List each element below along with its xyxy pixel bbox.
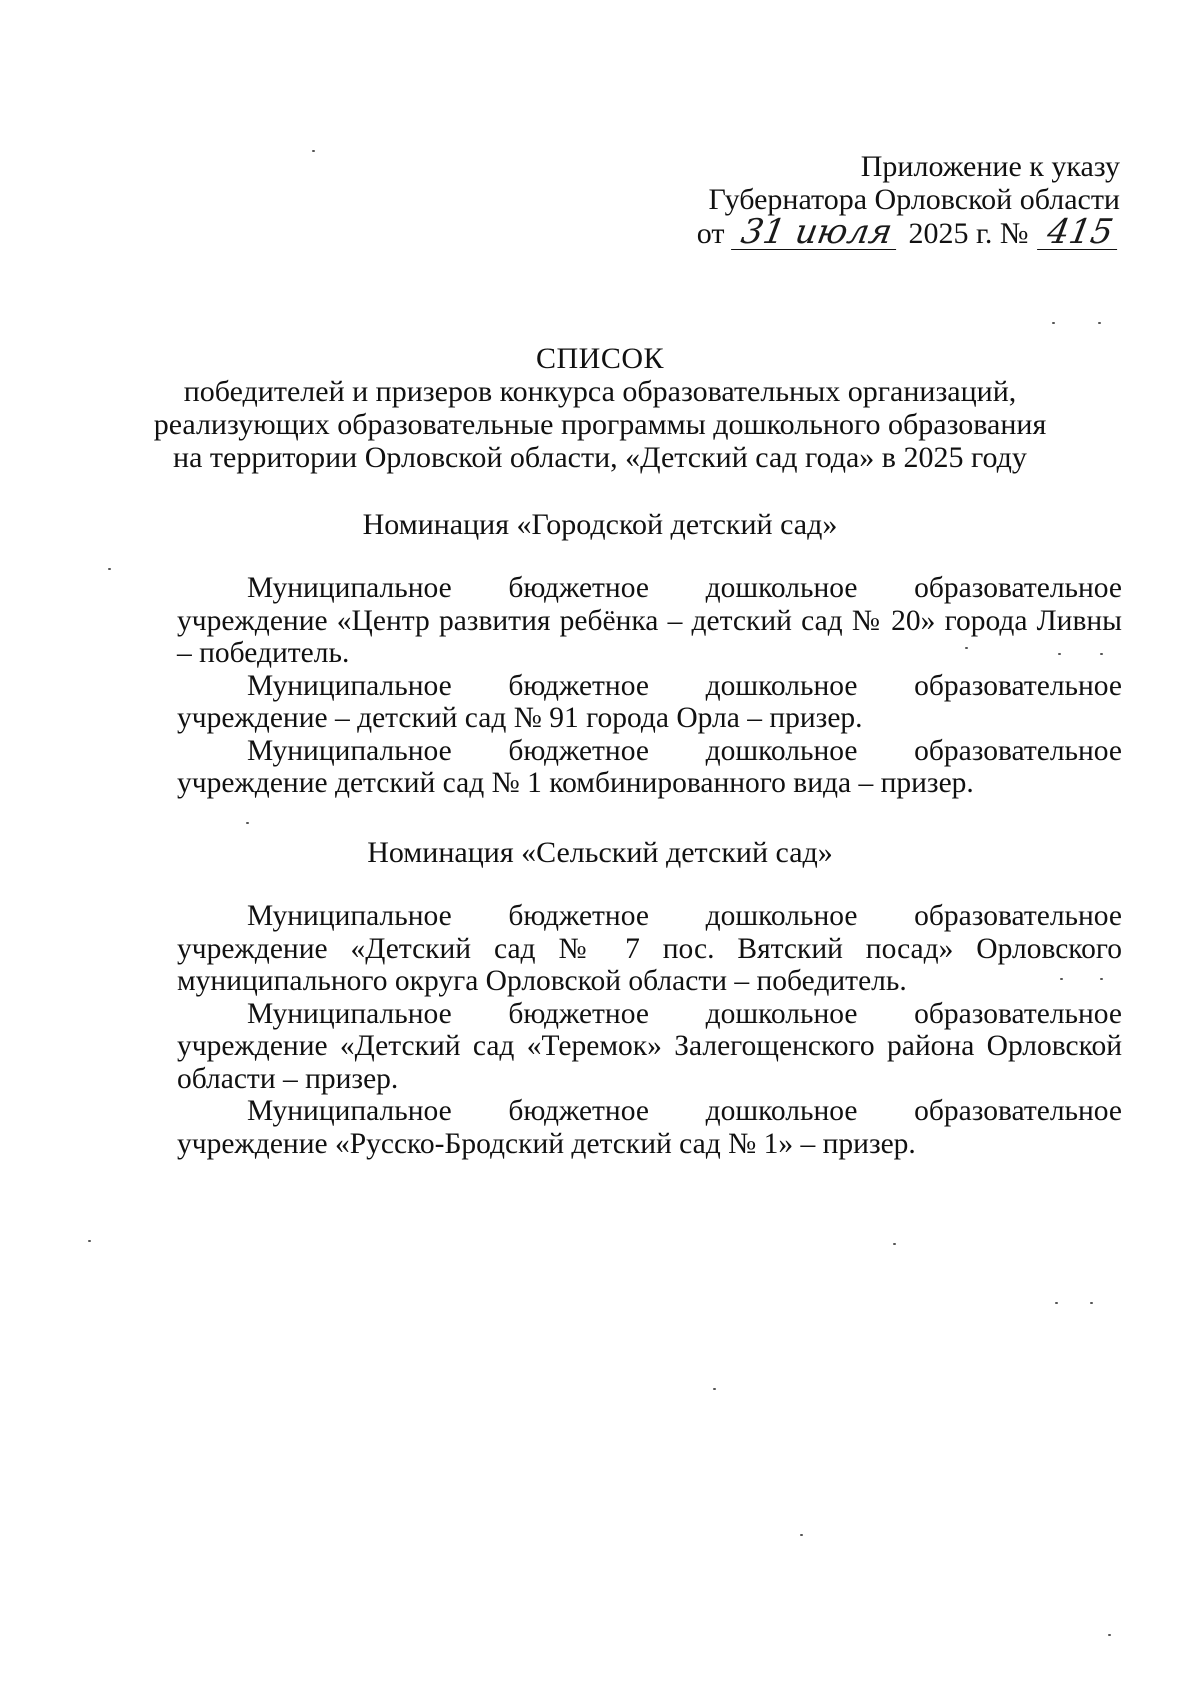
scan-speck [1098,322,1101,324]
document-subtitle-line: победителей и призеров конкурса образовательных организаций, [183,375,1017,408]
scan-speck [246,822,249,824]
handwritten-number: 415 [1037,216,1123,250]
list-item: Муниципальное бюджетное дошкольное образовательное учреждение детский сад № 1 комбинированного вида – призер. [177,734,1122,799]
scan-speck [800,1534,803,1536]
scan-speck [1108,1634,1111,1636]
list-item: Муниципальное бюджетное дошкольное образовательное учреждение «Русско-Бродский детский сад № 1» – призер. [177,1095,1122,1160]
list-item: Муниципальное бюджетное дошкольное образовательное учреждение «Центр развития ребёнка – детский сад № 20» города Ливны – победитель. [177,572,1122,669]
nomination-entries-rural [177,900,1122,1160]
list-item: Муниципальное бюджетное дошкольное образовательное учреждение «Детский сад «Теремок» Залегощенского района Орловской области – призер. [177,997,1122,1095]
document-title: СПИСОК [535,342,665,375]
scan-speck [893,1243,896,1245]
appendix-label: Приложение к указу [860,150,1120,183]
scan-speck [1052,322,1055,324]
nomination-heading-rural: Номинация «Сельский детский сад» [367,836,833,869]
scan-speck [965,647,968,649]
scan-speck [713,1388,716,1390]
scan-speck [312,150,315,152]
scan-speck [1090,1302,1093,1304]
scan-speck [88,1240,91,1242]
list-item: Муниципальное бюджетное дошкольное образовательное учреждение «Детский сад № 7 пос. Вятский посад» Орловского муниципального округа Орловской области – победитель. [177,900,1122,997]
nomination-entries-urban [177,572,1122,800]
scan-speck [1055,1302,1058,1304]
document-subtitle-line: реализующих образовательные программы дошкольного образования [153,408,1047,441]
appendix-date-line [696,212,1120,252]
scan-speck [1058,653,1061,655]
appendix-authority: Губернатора Орловской области [708,183,1120,216]
scan-speck [108,568,111,570]
scan-speck [1100,978,1103,980]
nomination-heading-urban: Номинация «Городской детский сад» [362,508,838,541]
scan-speck [1100,653,1103,655]
year-number-label: 2025 г. № [908,217,1029,250]
appendix-header [697,150,1120,250]
scan-speck [1060,978,1063,980]
document-subtitle-line: на территории Орловской области, «Детский сад года» в 2025 году [173,441,1027,474]
handwritten-date: 31 июля [731,216,902,250]
list-item: Муниципальное бюджетное дошкольное образовательное учреждение – детский сад № 91 города Орла – призер. [177,669,1122,734]
date-prefix: от [696,217,725,250]
document-title-block [0,342,1200,474]
